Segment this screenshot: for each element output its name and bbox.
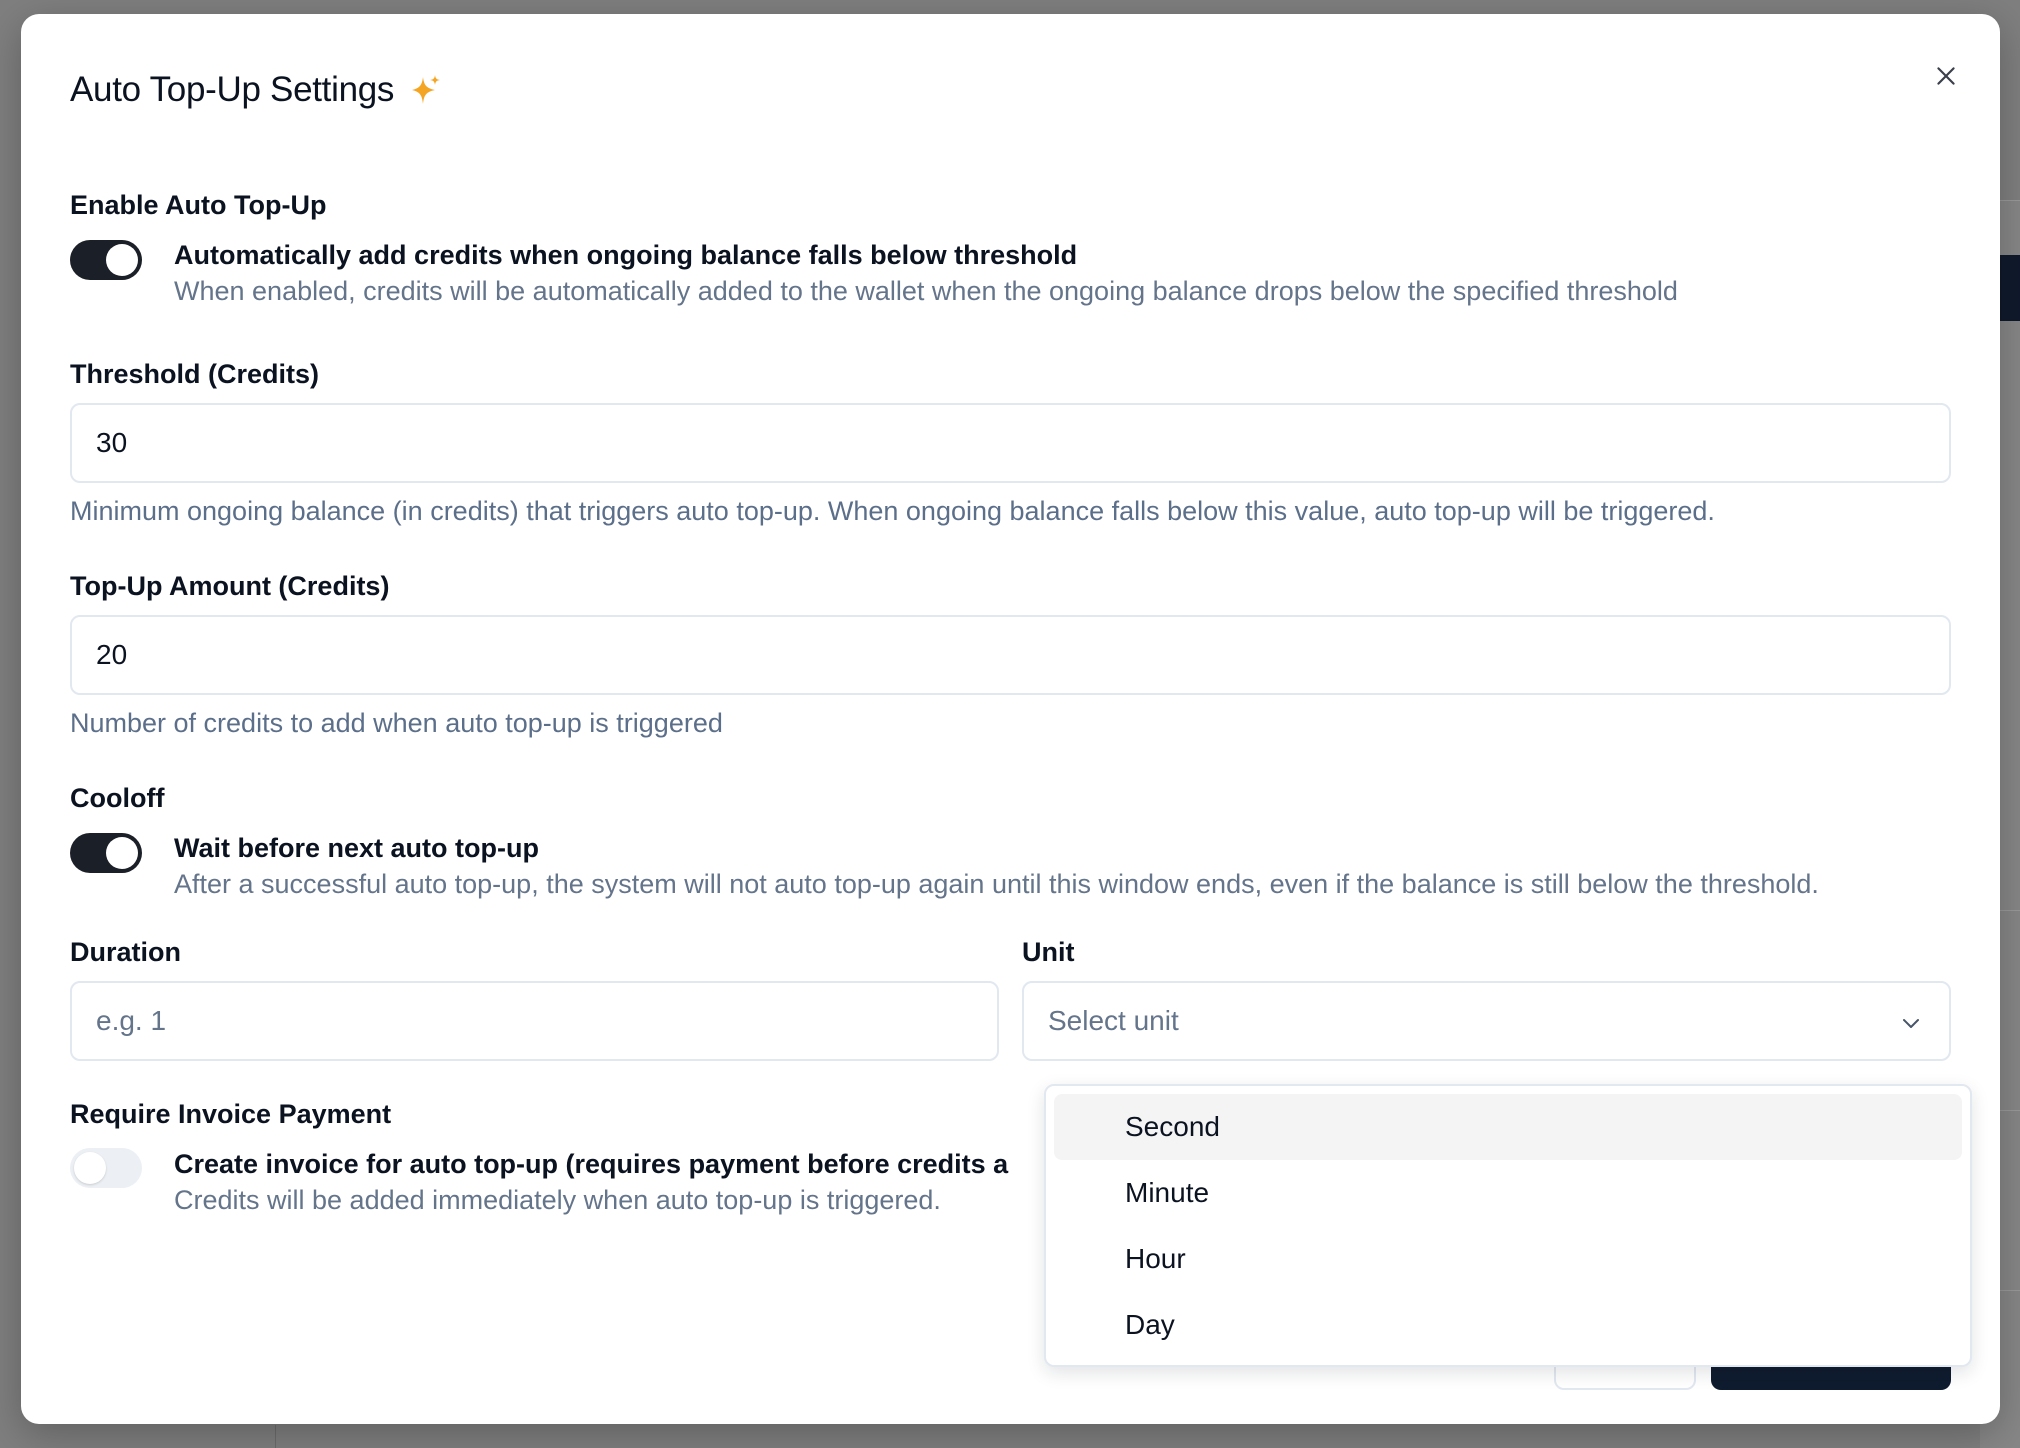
- close-button[interactable]: [1928, 58, 1964, 94]
- cooloff-title: Wait before next auto top-up: [174, 833, 539, 863]
- duration-input-placeholder: e.g. 1: [96, 1005, 167, 1036]
- unit-option-minute[interactable]: [1054, 1160, 1962, 1226]
- dialog-title: Auto Top-Up Settings: [70, 70, 395, 109]
- topup-amount-label: Top-Up Amount (Credits): [70, 571, 390, 601]
- duration-label: Duration: [70, 937, 181, 967]
- toggle-knob: [106, 837, 138, 869]
- invoice-description: Credits will be added immediately when auto top-up is triggered.: [174, 1185, 941, 1215]
- unit-dropdown-menu: [1044, 1084, 1972, 1367]
- cooloff-label: Cooloff: [70, 783, 165, 813]
- unit-option-label: Second: [1125, 1111, 1220, 1142]
- threshold-label: Threshold (Credits): [70, 359, 320, 389]
- topup-amount-input-value: 20: [96, 639, 128, 670]
- unit-select[interactable]: [1022, 981, 1951, 1061]
- unit-select-placeholder: Select unit: [1048, 1005, 1179, 1036]
- enable-auto-topup-title: Automatically add credits when ongoing balance falls below threshold: [174, 240, 1078, 270]
- threshold-input[interactable]: [70, 403, 1951, 483]
- unit-option-hour[interactable]: [1054, 1226, 1962, 1292]
- sparkle-icon: [408, 73, 442, 107]
- unit-option-label: Day: [1125, 1309, 1175, 1340]
- invoice-toggle[interactable]: [70, 1148, 142, 1188]
- unit-option-day[interactable]: [1054, 1292, 1962, 1358]
- toggle-knob: [74, 1152, 106, 1184]
- dialog-header: [70, 70, 442, 110]
- enable-auto-topup-toggle[interactable]: [70, 240, 142, 280]
- toggle-knob: [106, 244, 138, 276]
- chevron-down-icon: [1899, 1011, 1923, 1035]
- unit-option-second[interactable]: [1054, 1094, 1962, 1160]
- close-icon: [1933, 63, 1959, 89]
- invoice-label: Require Invoice Payment: [70, 1099, 392, 1129]
- enable-auto-topup-description: When enabled, credits will be automatically added to the wallet when the ongoing balance drops below the specified threshold: [174, 276, 1678, 306]
- cooloff-description: After a successful auto top-up, the system will not auto top-up again until this window ends, even if the balance is still below the threshold.: [174, 869, 1819, 899]
- invoice-title: Create invoice for auto top-up (requires payment before credits a: [174, 1149, 1009, 1179]
- unit-option-label: Minute: [1125, 1177, 1210, 1208]
- unit-label: Unit: [1022, 937, 1075, 967]
- cooloff-toggle[interactable]: [70, 833, 142, 873]
- auto-topup-settings-dialog: [21, 14, 2000, 1424]
- enable-auto-topup-label: Enable Auto Top-Up: [70, 190, 327, 220]
- background-divider: [275, 1425, 276, 1448]
- unit-option-label: Hour: [1125, 1243, 1186, 1274]
- threshold-input-value: 30: [96, 427, 128, 458]
- duration-input[interactable]: [70, 981, 999, 1061]
- topup-amount-input[interactable]: [70, 615, 1951, 695]
- topup-amount-help: Number of credits to add when auto top-up is triggered: [70, 708, 723, 738]
- threshold-help: Minimum ongoing balance (in credits) that triggers auto top-up. When ongoing balance falls below this value, auto top-up will be triggered.: [70, 496, 1715, 526]
